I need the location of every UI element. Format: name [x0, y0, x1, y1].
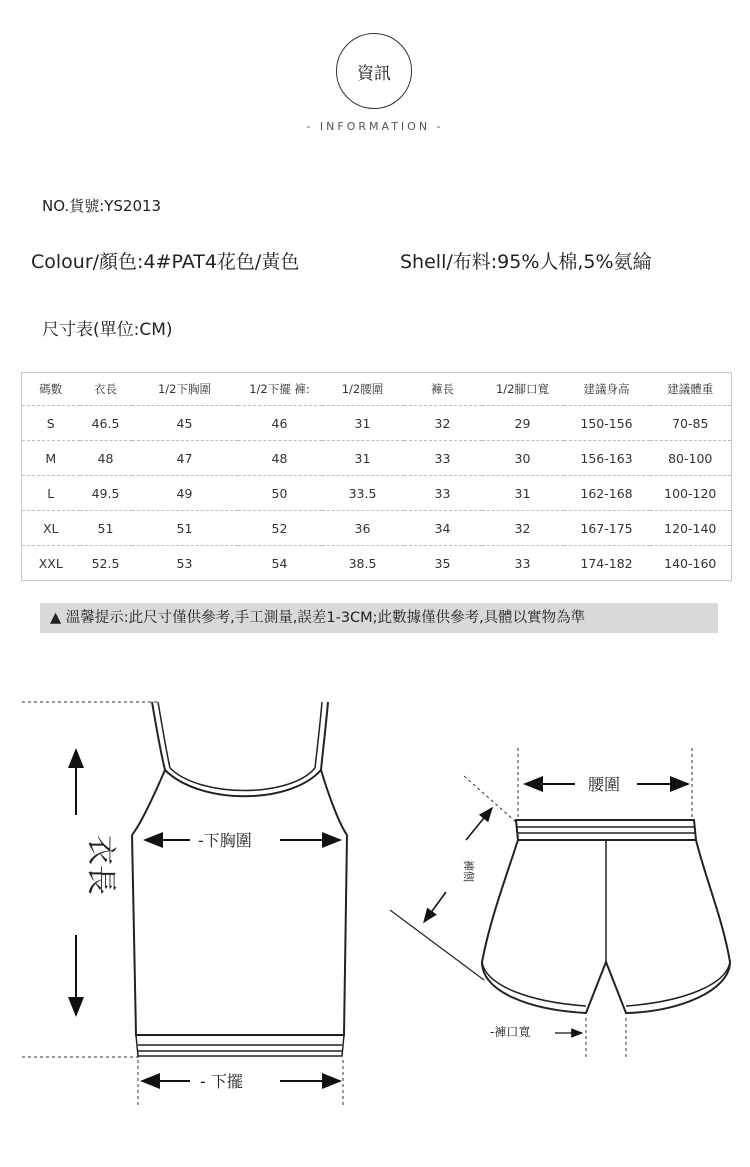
table-row	[22, 546, 732, 581]
table-cell: 32	[482, 511, 564, 546]
table-cell: 46.5	[80, 406, 132, 441]
table-cell: 70-85	[650, 406, 732, 441]
notice-bar	[40, 603, 718, 633]
table-header-cell: 碼數	[22, 373, 80, 406]
table-cell: 156-163	[564, 441, 650, 476]
product-fabric: Shell/布料:95%人棉,5%氨綸	[400, 251, 652, 273]
table-cell: 48	[80, 441, 132, 476]
top-hem-label: - 下擺	[200, 1072, 243, 1091]
table-cell: XXL	[38, 555, 63, 571]
shorts-leg-label: -褲口寬	[490, 1025, 531, 1039]
table-cell: 33	[404, 441, 482, 476]
section-subtitle: - INFORMATION -	[306, 120, 444, 133]
table-cell: XL	[22, 511, 80, 546]
table-cell: 52.5	[91, 555, 120, 571]
table-cell: 49.5	[80, 476, 132, 511]
table-cell: 49	[132, 476, 238, 511]
table-cell: 45	[132, 406, 238, 441]
table-cell: L	[22, 476, 80, 511]
table-header-cell: 1/2腳口寬	[482, 373, 564, 406]
table-cell: S	[22, 406, 80, 441]
info-badge-label: 資訊	[357, 63, 391, 84]
table-cell: 34	[404, 511, 482, 546]
table-header-row	[22, 373, 732, 406]
table-cell: M	[22, 441, 80, 476]
table-cell: 46	[238, 406, 322, 441]
table-cell: 50	[238, 476, 322, 511]
table-cell: 33	[514, 555, 531, 571]
garment-diagram	[0, 690, 750, 1167]
table-cell: 53	[176, 555, 193, 571]
top-guides	[22, 702, 343, 1108]
table-cell: 100-120	[650, 476, 732, 511]
shorts-side-label: 褲側	[462, 860, 475, 882]
top-length-label: 衣長	[83, 835, 118, 895]
size-chart-title: 尺寸表(單位:CM)	[42, 320, 173, 340]
table-cell: 51	[80, 511, 132, 546]
table-cell: 167-175	[564, 511, 650, 546]
table-cell: 162-168	[564, 476, 650, 511]
table-cell: 174-182	[580, 555, 633, 571]
table-header-cell: 衣長	[80, 373, 132, 406]
table-cell: 32	[404, 406, 482, 441]
table-cell: 80-100	[650, 441, 732, 476]
table-row	[22, 476, 732, 511]
table-cell: 47	[132, 441, 238, 476]
table-cell: 52	[238, 511, 322, 546]
size-table	[21, 372, 732, 581]
table-header-cell: 1/2下胸圍	[132, 373, 238, 406]
shorts-drawing	[482, 820, 730, 1013]
table-cell: 31	[482, 476, 564, 511]
table-cell: 33	[404, 476, 482, 511]
product-number: NO.貨號:YS2013	[42, 197, 162, 215]
shorts-waist-label: 腰圍	[588, 775, 621, 794]
table-cell: 36	[322, 511, 404, 546]
table-cell: 38.5	[348, 555, 377, 571]
side-arrow-down	[424, 892, 446, 922]
side-arrow-up	[466, 808, 492, 840]
table-cell: 48	[238, 441, 322, 476]
table-header-cell: 1/2下擺 褲:	[238, 373, 322, 406]
info-badge	[336, 33, 412, 109]
table-row	[22, 511, 732, 546]
table-cell: 35	[434, 555, 451, 571]
table-header-cell: 褲長	[404, 373, 482, 406]
shorts-side-guide	[390, 910, 484, 980]
table-cell: 29	[482, 406, 564, 441]
table-cell: 33.5	[322, 476, 404, 511]
table-cell: 54	[271, 555, 288, 571]
table-header-cell: 建議體重	[650, 373, 732, 406]
table-row	[22, 441, 732, 476]
product-colour: Colour/顏色:4#PAT4花色/黃色	[31, 251, 300, 273]
table-cell: 31	[322, 441, 404, 476]
table-header-cell: 建議身高	[564, 373, 650, 406]
table-cell: 140-160	[664, 555, 717, 571]
top-bust-label: -下胸圍	[198, 831, 252, 850]
table-cell: 150-156	[564, 406, 650, 441]
table-cell: 31	[322, 406, 404, 441]
notice-text: 溫馨提示:此尺寸僅供參考,手工測量,誤差1-3CM;此數據僅供參考,具體以實物為準	[65, 610, 586, 626]
triangle-up-icon: ▲	[50, 610, 62, 626]
table-cell: 30	[482, 441, 564, 476]
table-cell: 51	[132, 511, 238, 546]
table-cell: 120-140	[650, 511, 732, 546]
table-row	[22, 406, 732, 441]
table-header-cell: 1/2腰圍	[322, 373, 404, 406]
camisole-drawing	[132, 702, 347, 1056]
